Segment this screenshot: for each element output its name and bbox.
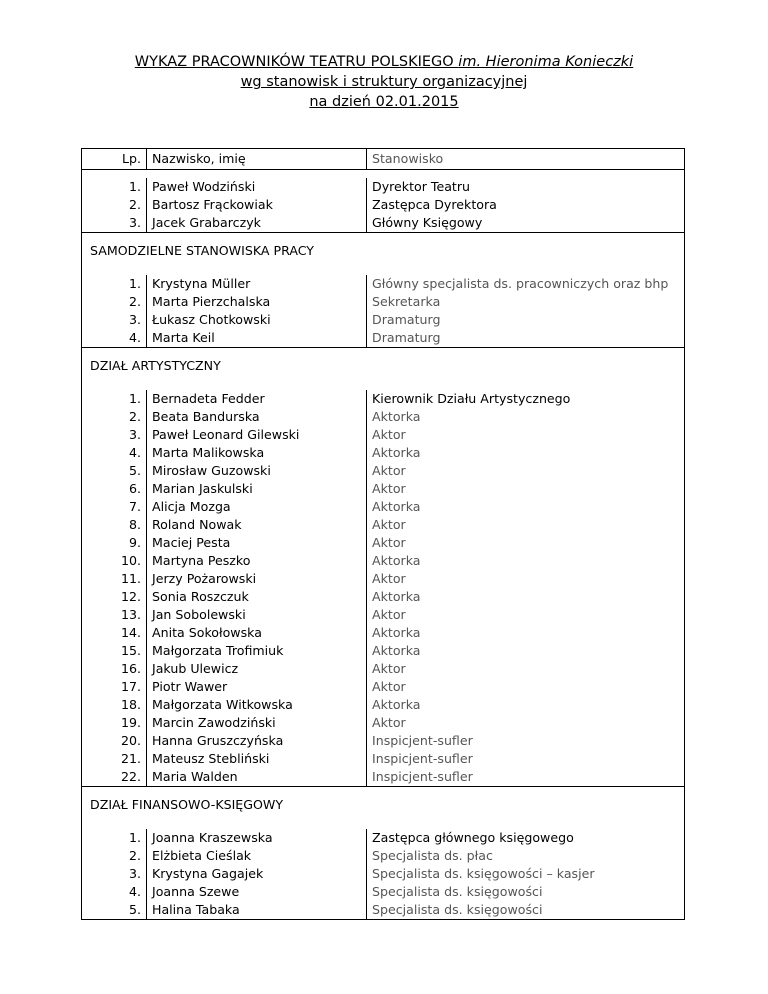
row-position: Zastępca głównego księgowego — [367, 829, 685, 847]
row-lp: 10. — [82, 552, 147, 570]
row-position: Aktor — [367, 678, 685, 696]
row-name: Mirosław Guzowski — [147, 462, 367, 480]
table-row — [82, 642, 685, 660]
table-row — [82, 498, 685, 516]
row-name: Jacek Grabarczyk — [147, 214, 367, 233]
row-name: Jerzy Pożarowski — [147, 570, 367, 588]
row-name: Łukasz Chotkowski — [147, 311, 367, 329]
row-name: Marta Keil — [147, 329, 367, 348]
table-row — [82, 552, 685, 570]
table-row — [82, 678, 685, 696]
row-lp: 6. — [82, 480, 147, 498]
row-lp: 7. — [82, 498, 147, 516]
row-lp: 2. — [82, 847, 147, 865]
row-lp: 11. — [82, 570, 147, 588]
row-name: Alicja Mozga — [147, 498, 367, 516]
row-name: Mateusz Stebliński — [147, 750, 367, 768]
section-title-row — [82, 356, 685, 376]
section-title-row — [82, 241, 685, 261]
row-lp: 19. — [82, 714, 147, 732]
table-row — [82, 660, 685, 678]
row-position: Dramaturg — [367, 311, 685, 329]
row-lp: 12. — [82, 588, 147, 606]
spacer-cell — [82, 376, 685, 390]
section-title-row — [82, 795, 685, 815]
table-row — [82, 293, 685, 311]
row-lp: 20. — [82, 732, 147, 750]
row-position: Aktor — [367, 714, 685, 732]
spacer-row — [82, 376, 685, 390]
row-name: Jakub Ulewicz — [147, 660, 367, 678]
row-name: Paweł Wodziński — [147, 178, 367, 196]
row-position: Główny specjalista ds. pracowniczych oraz bhp — [367, 275, 685, 293]
section-title: DZIAŁ ARTYSTYCZNY — [82, 356, 685, 376]
row-position: Aktor — [367, 570, 685, 588]
table-row — [82, 847, 685, 865]
row-position: Inspicjent-sufler — [367, 732, 685, 750]
table-row — [82, 462, 685, 480]
table-row — [82, 408, 685, 426]
row-name: Anita Sokołowska — [147, 624, 367, 642]
row-position: Główny Księgowy — [367, 214, 685, 233]
table-row — [82, 714, 685, 732]
row-lp: 2. — [82, 196, 147, 214]
spacer-cell — [82, 787, 685, 796]
row-name: Joanna Kraszewska — [147, 829, 367, 847]
spacer-row — [82, 233, 685, 242]
row-lp: 4. — [82, 329, 147, 348]
row-lp: 16. — [82, 660, 147, 678]
row-position: Kierownik Działu Artystycznego — [367, 390, 685, 408]
document-title-line2: wg stanowisk i struktury organizacyjnej — [240, 74, 528, 90]
row-lp: 15. — [82, 642, 147, 660]
table-row — [82, 444, 685, 462]
table-row — [82, 480, 685, 498]
row-lp: 17. — [82, 678, 147, 696]
spacer-cell — [82, 261, 685, 275]
row-position: Dyrektor Teatru — [367, 178, 685, 196]
header-name: Nazwisko, imię — [147, 149, 367, 170]
table-row — [82, 624, 685, 642]
table-row — [82, 570, 685, 588]
row-position: Zastępca Dyrektora — [367, 196, 685, 214]
row-name: Joanna Szewe — [147, 883, 367, 901]
row-lp: 5. — [82, 462, 147, 480]
row-name: Bartosz Frąckowiak — [147, 196, 367, 214]
row-lp: 1. — [82, 829, 147, 847]
title-italic: im. Hieronima Konieczki — [458, 54, 634, 70]
table-row — [82, 214, 685, 233]
row-lp: 9. — [82, 534, 147, 552]
title-plain: WYKAZ PRACOWNIKÓW TEATRU POLSKIEGO — [134, 54, 459, 70]
table-row — [82, 390, 685, 408]
row-lp: 3. — [82, 426, 147, 444]
row-position: Sekretarka — [367, 293, 685, 311]
spacer-cell — [82, 170, 685, 179]
table-row — [82, 696, 685, 714]
row-lp: 1. — [82, 178, 147, 196]
row-position: Specjalista ds. płac — [367, 847, 685, 865]
row-name: Maciej Pesta — [147, 534, 367, 552]
row-name: Marta Malikowska — [147, 444, 367, 462]
table-row — [82, 865, 685, 883]
row-lp: 22. — [82, 768, 147, 787]
row-name: Piotr Wawer — [147, 678, 367, 696]
employee-table — [81, 148, 685, 920]
row-lp: 18. — [82, 696, 147, 714]
table-row — [82, 588, 685, 606]
row-position: Aktor — [367, 480, 685, 498]
spacer-row — [82, 170, 685, 179]
row-name: Marcin Zawodziński — [147, 714, 367, 732]
row-name: Jan Sobolewski — [147, 606, 367, 624]
row-lp: 3. — [82, 311, 147, 329]
row-name: Małgorzata Witkowska — [147, 696, 367, 714]
row-name: Paweł Leonard Gilewski — [147, 426, 367, 444]
row-position: Specjalista ds. księgowości – kasjer — [367, 865, 685, 883]
row-lp: 1. — [82, 390, 147, 408]
spacer-row — [82, 815, 685, 829]
row-position: Aktor — [367, 462, 685, 480]
table-header-row — [82, 149, 685, 170]
table-row — [82, 883, 685, 901]
row-lp: 14. — [82, 624, 147, 642]
row-name: Beata Bandurska — [147, 408, 367, 426]
row-position: Aktor — [367, 516, 685, 534]
document-title-line3: na dzień 02.01.2015 — [309, 94, 459, 110]
table-row — [82, 516, 685, 534]
row-position: Aktorka — [367, 696, 685, 714]
spacer-row — [82, 348, 685, 357]
table-row — [82, 426, 685, 444]
row-position: Aktorka — [367, 444, 685, 462]
row-lp: 2. — [82, 293, 147, 311]
document-title-line1 — [0, 52, 768, 72]
table-row — [82, 329, 685, 348]
row-name: Krystyna Gagajek — [147, 865, 367, 883]
row-position: Inspicjent-sufler — [367, 750, 685, 768]
table-row — [82, 829, 685, 847]
spacer-row — [82, 787, 685, 796]
row-position: Aktor — [367, 660, 685, 678]
row-lp: 8. — [82, 516, 147, 534]
section-title: SAMODZIELNE STANOWISKA PRACY — [82, 241, 685, 261]
row-position: Aktorka — [367, 624, 685, 642]
row-lp: 2. — [82, 408, 147, 426]
row-position: Aktorka — [367, 642, 685, 660]
row-lp: 13. — [82, 606, 147, 624]
row-name: Marta Pierzchalska — [147, 293, 367, 311]
row-position: Inspicjent-sufler — [367, 768, 685, 787]
header-position: Stanowisko — [367, 149, 685, 170]
row-position: Specjalista ds. księgowości — [367, 901, 685, 920]
section-title: DZIAŁ FINANSOWO-KSIĘGOWY — [82, 795, 685, 815]
row-lp: 5. — [82, 901, 147, 920]
table-row — [82, 534, 685, 552]
row-name: Elżbieta Cieślak — [147, 847, 367, 865]
row-name: Martyna Peszko — [147, 552, 367, 570]
table-row — [82, 178, 685, 196]
table-row — [82, 606, 685, 624]
row-position: Aktorka — [367, 498, 685, 516]
table-row — [82, 311, 685, 329]
row-name: Małgorzata Trofimiuk — [147, 642, 367, 660]
row-position: Aktorka — [367, 552, 685, 570]
table-row — [82, 768, 685, 787]
row-lp: 3. — [82, 214, 147, 233]
row-name: Krystyna Müller — [147, 275, 367, 293]
row-lp: 3. — [82, 865, 147, 883]
row-name: Sonia Roszczuk — [147, 588, 367, 606]
row-name: Maria Walden — [147, 768, 367, 787]
row-name: Roland Nowak — [147, 516, 367, 534]
row-lp: 4. — [82, 883, 147, 901]
row-position: Aktor — [367, 534, 685, 552]
spacer-cell — [82, 815, 685, 829]
row-name: Hanna Gruszczyńska — [147, 732, 367, 750]
spacer-cell — [82, 233, 685, 242]
row-lp: 4. — [82, 444, 147, 462]
spacer-row — [82, 261, 685, 275]
table-row — [82, 901, 685, 920]
row-name: Halina Tabaka — [147, 901, 367, 920]
table-row — [82, 275, 685, 293]
table-row — [82, 732, 685, 750]
row-position: Aktor — [367, 426, 685, 444]
row-position: Specjalista ds. księgowości — [367, 883, 685, 901]
row-position: Aktorka — [367, 408, 685, 426]
row-name: Marian Jaskulski — [147, 480, 367, 498]
spacer-cell — [82, 348, 685, 357]
table-row — [82, 196, 685, 214]
row-position: Aktor — [367, 606, 685, 624]
row-position: Aktorka — [367, 588, 685, 606]
row-name: Bernadeta Fedder — [147, 390, 367, 408]
row-position: Dramaturg — [367, 329, 685, 348]
row-lp: 1. — [82, 275, 147, 293]
row-lp: 21. — [82, 750, 147, 768]
table-row — [82, 750, 685, 768]
header-lp: Lp. — [82, 149, 147, 170]
